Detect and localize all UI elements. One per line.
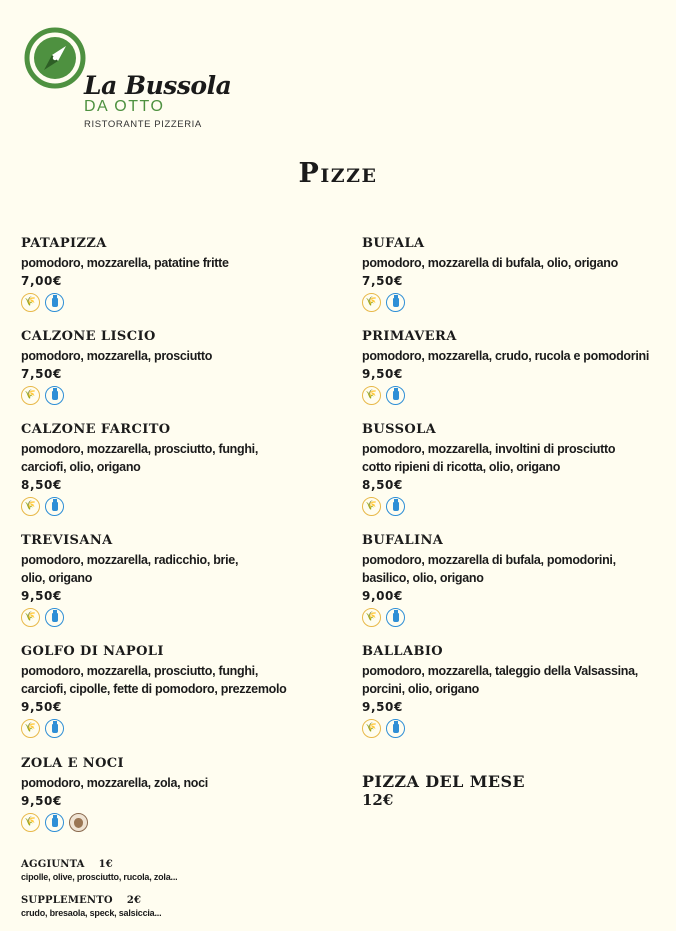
pizza-price: 8,50€ xyxy=(362,478,403,492)
pizza-name: BALLABIO xyxy=(362,644,444,659)
extra-list: crudo, bresaola, speck, salsiccia... xyxy=(21,908,162,918)
restaurant-logo xyxy=(22,26,232,136)
gluten-icon xyxy=(362,497,381,516)
pizza-ingredients: pomodoro, mozzarella, taleggio della Valsassina, porcini, olio, origano xyxy=(362,664,638,696)
pizza-price: 9,00€ xyxy=(362,589,403,603)
nut-icon xyxy=(69,813,88,832)
extra-label: AGGIUNTA xyxy=(21,859,85,870)
pizza-name: CALZONE FARCITO xyxy=(21,422,171,437)
milk-icon xyxy=(45,719,64,738)
pizza-ingredients: pomodoro, mozzarella di bufala, olio, origano xyxy=(362,256,618,270)
pizza-price: 9,50€ xyxy=(362,367,403,381)
compass-icon xyxy=(22,26,92,96)
pizza-price: 8,50€ xyxy=(21,478,62,492)
menu-item xyxy=(21,236,341,312)
menu-item xyxy=(362,236,672,312)
pizza-ingredients: pomodoro, mozzarella, crudo, rucola e pomodorini xyxy=(362,349,650,363)
extra-heading xyxy=(21,858,177,871)
menu-item xyxy=(362,533,672,627)
logo-tagline: RISTORANTE PIZZERIA xyxy=(84,119,202,130)
milk-icon xyxy=(45,813,64,832)
menu-item xyxy=(362,422,672,516)
pizza-name: CALZONE LISCIO xyxy=(21,329,156,344)
logo-subtitle: DA OTTO xyxy=(84,98,165,115)
pizza-ingredients: pomodoro, mozzarella, prosciutto, funghi, carciofi, cipolle, fette di pomodoro, prezzemolo xyxy=(21,664,287,696)
pizza-ingredients: pomodoro, mozzarella, prosciutto, funghi, carciofi, olio, origano xyxy=(21,442,259,474)
pizza-ingredients: pomodoro, mozzarella, prosciutto xyxy=(21,349,213,363)
milk-icon xyxy=(386,497,405,516)
milk-icon xyxy=(45,293,64,312)
extra-label: SUPPLEMENTO xyxy=(21,895,113,906)
pizza-name: BUSSOLA xyxy=(362,422,437,437)
extra-price: 2€ xyxy=(126,895,142,906)
pizza-ingredients: pomodoro, mozzarella, patatine fritte xyxy=(21,256,229,270)
gluten-icon xyxy=(21,293,40,312)
extras-section xyxy=(21,858,177,930)
pizza-price: 7,50€ xyxy=(362,274,403,288)
pizza-of-the-month-title: PIZZA DEL MESE xyxy=(362,772,526,791)
gluten-icon xyxy=(362,386,381,405)
pizza-ingredients: pomodoro, mozzarella, zola, noci xyxy=(21,776,208,790)
milk-icon xyxy=(386,293,405,312)
pizza-name: GOLFO DI NAPOLI xyxy=(21,644,164,659)
menu-item xyxy=(362,329,672,405)
pizza-name: TREVISANA xyxy=(21,533,113,548)
pizza-name: BUFALINA xyxy=(362,533,444,548)
pizza-of-the-month-price: 12€ xyxy=(362,791,394,809)
gluten-icon xyxy=(362,293,381,312)
pizza-name: ZOLA E NOCI xyxy=(21,756,125,771)
pizza-price: 7,50€ xyxy=(21,367,62,381)
logo-name: La Bussola xyxy=(84,71,232,100)
pizza-ingredients: pomodoro, mozzarella di bufala, pomodorini, basilico, olio, origano xyxy=(362,553,616,585)
pizza-name: BUFALA xyxy=(362,236,425,251)
pizza-price: 7,00€ xyxy=(21,274,62,288)
milk-icon xyxy=(386,386,405,405)
milk-icon xyxy=(386,608,405,627)
pizza-ingredients: pomodoro, mozzarella, involtini di prosciutto cotto ripieni di ricotta, olio, origano xyxy=(362,442,616,474)
pizza-name: PATAPIZZA xyxy=(21,236,107,251)
gluten-icon xyxy=(21,608,40,627)
menu-item xyxy=(362,644,672,738)
menu-item xyxy=(21,533,341,627)
extra-price: 1€ xyxy=(98,859,113,870)
milk-icon xyxy=(45,608,64,627)
pizza-price: 9,50€ xyxy=(21,589,62,603)
page-title: Pizze xyxy=(298,158,378,189)
gluten-icon xyxy=(362,608,381,627)
pizza-price: 9,50€ xyxy=(21,700,62,714)
milk-icon xyxy=(45,497,64,516)
pizza-price: 9,50€ xyxy=(362,700,403,714)
gluten-icon xyxy=(362,719,381,738)
pizza-name: PRIMAVERA xyxy=(362,329,457,344)
menu-item xyxy=(21,422,341,516)
milk-icon xyxy=(45,386,64,405)
gluten-icon xyxy=(21,386,40,405)
milk-icon xyxy=(386,719,405,738)
gluten-icon xyxy=(21,813,40,832)
pizza-of-the-month xyxy=(362,772,672,809)
menu-item xyxy=(21,756,341,832)
menu-item xyxy=(21,644,341,738)
pizza-ingredients: pomodoro, mozzarella, radicchio, brie, olio, origano xyxy=(21,553,239,585)
gluten-icon xyxy=(21,719,40,738)
pizza-price: 9,50€ xyxy=(21,794,62,808)
gluten-icon xyxy=(21,497,40,516)
extra-list: cipolle, olive, prosciutto, rucola, zola... xyxy=(21,872,178,882)
menu-item xyxy=(21,329,341,405)
extra-heading xyxy=(21,894,177,907)
